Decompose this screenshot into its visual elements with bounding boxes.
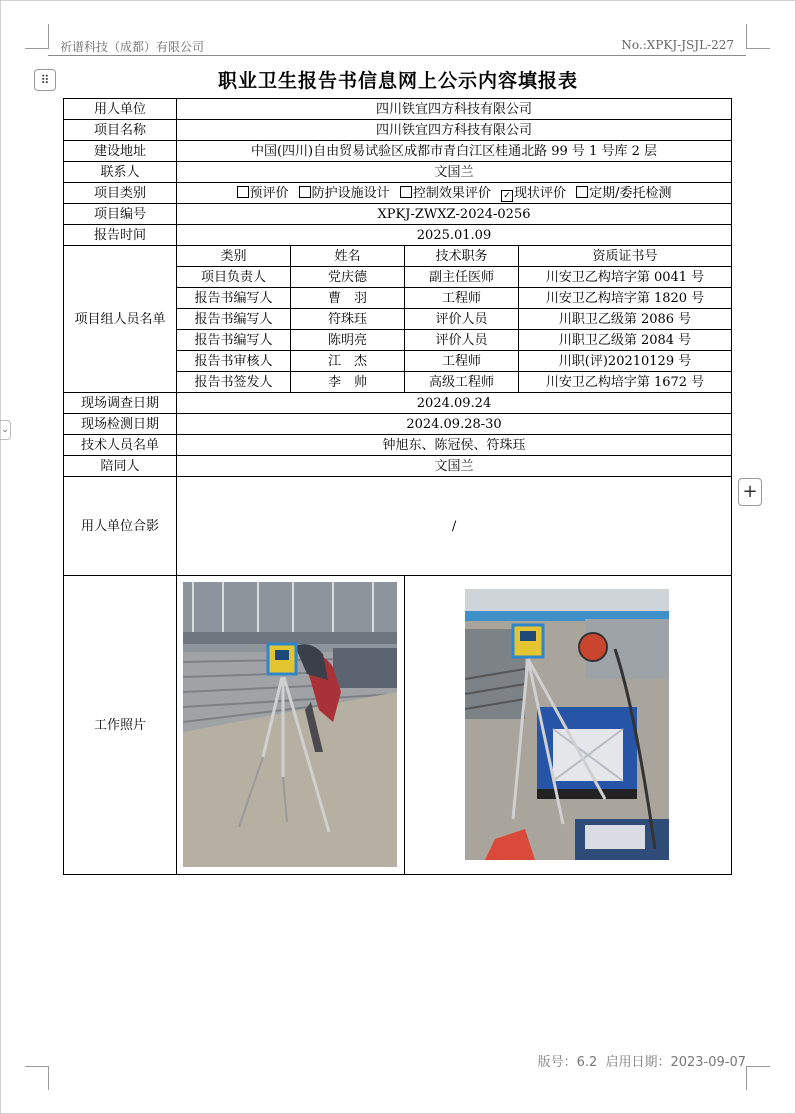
- report-date-label: 报告时间: [64, 225, 177, 246]
- option-label: 预评价: [249, 185, 289, 201]
- checkbox-checked-icon: ✓: [501, 190, 513, 202]
- option-label: 定期/委托检测: [589, 185, 672, 201]
- page-title: 职业卫生报告书信息网上公示内容填报表: [217, 70, 578, 92]
- team-header-cell: 类别: [177, 246, 291, 267]
- add-row-button[interactable]: +: [738, 478, 762, 506]
- address-label: 建设地址: [64, 141, 177, 162]
- team-cell: 工程师: [405, 288, 519, 309]
- option-label: 控制效果评价: [412, 185, 491, 201]
- team-header-cell: 技术职务: [405, 246, 519, 267]
- team-cell: 报告书编写人: [177, 288, 291, 309]
- address-value: 中国(四川)自由贸易试验区成都市青白江区桂通北路 99 号 1 号库 2 层: [177, 141, 732, 162]
- info-table: [63, 98, 732, 875]
- crop-mark: [25, 1066, 49, 1067]
- checkbox-option[interactable]: [501, 186, 566, 201]
- group-photo-value: /: [177, 477, 732, 576]
- technicians-value: 钟旭东、陈冠侯、符珠珏: [177, 435, 732, 456]
- work-photo-left-image: [183, 582, 397, 867]
- project-name-value: 四川铁宜四方科技有限公司: [177, 120, 732, 141]
- team-cell: 李 帅: [291, 372, 405, 393]
- team-cell: 评价人员: [405, 309, 519, 330]
- team-cell: 报告书签发人: [177, 372, 291, 393]
- survey-date-value: 2024.09.24: [177, 393, 732, 414]
- row-survey-date: [64, 393, 732, 414]
- escort-value: 文国兰: [177, 456, 732, 477]
- team-cell: 报告书审核人: [177, 351, 291, 372]
- work-photo-left: [183, 582, 397, 867]
- team-cell: 符珠珏: [291, 309, 405, 330]
- project-type-options: [177, 183, 732, 204]
- work-photo-cell-left: [177, 576, 405, 875]
- team-cell: 工程师: [405, 351, 519, 372]
- row-technicians: [64, 435, 732, 456]
- team-cell: 川安卫乙构培字第 1672 号: [519, 372, 732, 393]
- crop-mark: [48, 24, 49, 49]
- work-photos-label: 工作照片: [64, 576, 177, 875]
- work-photo-right-image: [465, 589, 669, 860]
- team-cell: 报告书编写人: [177, 309, 291, 330]
- project-no-label: 项目编号: [64, 204, 177, 225]
- contact-label: 联系人: [64, 162, 177, 183]
- row-test-date: [64, 414, 732, 435]
- team-cell: 川职卫乙级第 2084 号: [519, 330, 732, 351]
- checkbox-icon: [576, 186, 588, 198]
- checkbox-option[interactable]: [237, 186, 289, 201]
- crop-mark: [746, 1066, 747, 1090]
- checkbox-icon: [400, 186, 412, 198]
- team-cell: 川职(评)20210129 号: [519, 351, 732, 372]
- crop-mark: [746, 1066, 770, 1067]
- option-label: 防护设施设计: [311, 185, 390, 201]
- drag-handle-icon[interactable]: ⠿: [34, 69, 56, 91]
- employer-label: 用人单位: [64, 99, 177, 120]
- team-cell: 报告书编写人: [177, 330, 291, 351]
- checkbox-option[interactable]: [299, 186, 390, 201]
- report-date-value: 2025.01.09: [177, 225, 732, 246]
- team-cell: 陈明亮: [291, 330, 405, 351]
- row-contact: [64, 162, 732, 183]
- team-cell: 高级工程师: [405, 372, 519, 393]
- row-escort: [64, 456, 732, 477]
- project-no-value: XPKJ-ZWXZ-2024-0256: [177, 204, 732, 225]
- row-work-photos: [64, 576, 732, 875]
- test-date-value: 2024.09.28-30: [177, 414, 732, 435]
- option-label: 现状评价: [513, 185, 566, 201]
- team-cell: 川安卫乙构培字第 1820 号: [519, 288, 732, 309]
- footer-version: 版号：6.2: [537, 1055, 598, 1070]
- team-label: 项目组人员名单: [64, 246, 177, 393]
- checkbox-icon: [237, 186, 249, 198]
- footer-effective-date: 启用日期：2023-09-07: [605, 1055, 746, 1070]
- header-company: 祈谱科技（成都）有限公司: [60, 40, 205, 54]
- team-cell: 党庆德: [291, 267, 405, 288]
- team-header-cell: 姓名: [291, 246, 405, 267]
- crop-mark: [48, 1066, 49, 1090]
- row-group-photo: [64, 477, 732, 576]
- team-cell: 川安卫乙构培字第 0041 号: [519, 267, 732, 288]
- row-address: [64, 141, 732, 162]
- employer-value: 四川铁宜四方科技有限公司: [177, 99, 732, 120]
- team-header-cell: 资质证书号: [519, 246, 732, 267]
- team-cell: 曹 羽: [291, 288, 405, 309]
- crop-mark: [746, 24, 747, 49]
- survey-date-label: 现场调查日期: [64, 393, 177, 414]
- test-date-label: 现场检测日期: [64, 414, 177, 435]
- team-header-row: [64, 246, 732, 267]
- escort-label: 陪同人: [64, 456, 177, 477]
- team-cell: 江 杰: [291, 351, 405, 372]
- checkbox-option[interactable]: [576, 186, 671, 201]
- row-employer: [64, 99, 732, 120]
- work-photo-right: [465, 589, 669, 860]
- technicians-label: 技术人员名单: [64, 435, 177, 456]
- checkbox-option[interactable]: [400, 186, 491, 201]
- row-project-type: [64, 183, 732, 204]
- row-report-date: [64, 225, 732, 246]
- footer: [534, 1051, 746, 1070]
- team-cell: 项目负责人: [177, 267, 291, 288]
- group-photo-label: 用人单位合影: [64, 477, 177, 576]
- team-cell: 副主任医师: [405, 267, 519, 288]
- chevron-down-icon[interactable]: ⌄: [0, 420, 11, 440]
- contact-value: 文国兰: [177, 162, 732, 183]
- crop-mark: [25, 48, 49, 49]
- crop-mark: [746, 48, 770, 49]
- project-type-label: 项目类别: [64, 183, 177, 204]
- row-project-no: [64, 204, 732, 225]
- project-name-label: 项目名称: [64, 120, 177, 141]
- work-photo-cell-right: [405, 576, 732, 875]
- header-rule: [48, 55, 746, 56]
- checkbox-icon: [299, 186, 311, 198]
- team-cell: 评价人员: [405, 330, 519, 351]
- row-project-name: [64, 120, 732, 141]
- team-cell: 川职卫乙级第 2086 号: [519, 309, 732, 330]
- header-doc-number: No.:XPKJ-JSJL-227: [621, 38, 734, 52]
